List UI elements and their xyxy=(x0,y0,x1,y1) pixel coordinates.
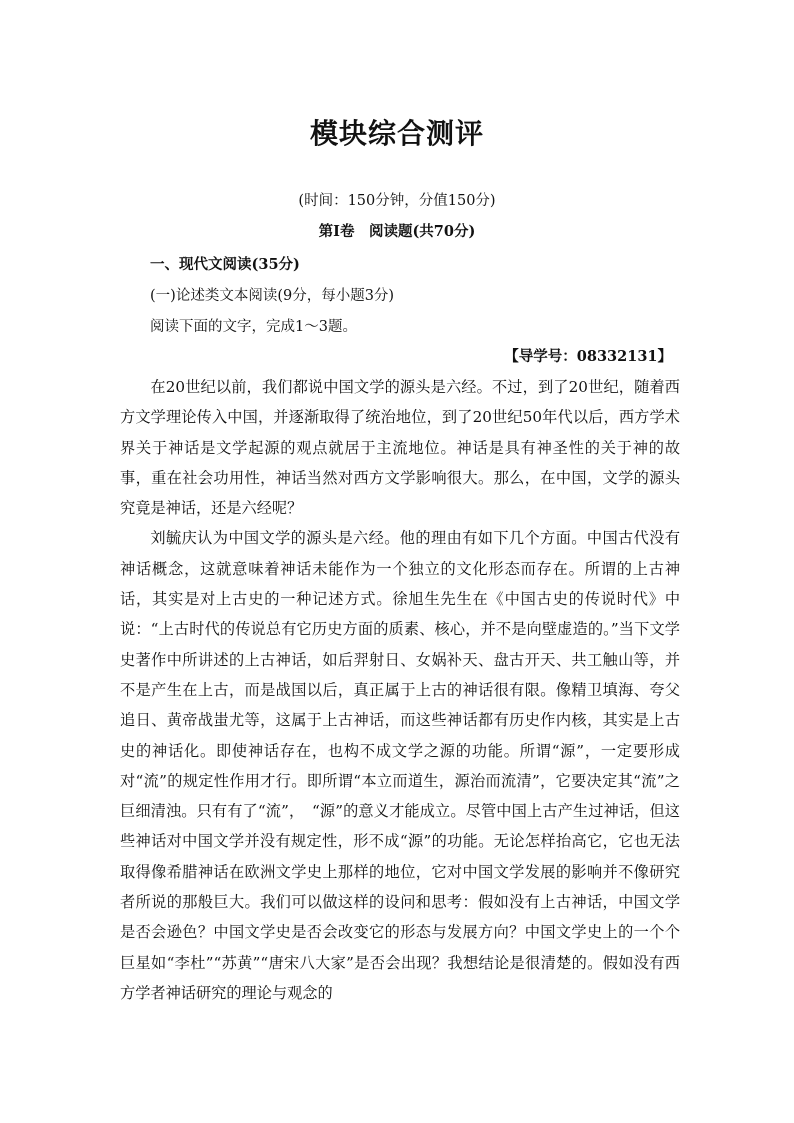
guide-number: 【导学号：08332131】 xyxy=(504,348,672,365)
paragraph: 在20世纪以前，我们都说中国文学的源头是六经。不过，到了20世纪，随着西方文学理论传入中国，并逐渐取得了统治地位，到了20世纪50年代以后，西方学术界关于神话是文学起源的观点就居于主流地位。神话是具有神圣性的关于神的故事，重在社会功用性，神话当然对西方文学影响很大。那么，在中国，文学的源头究竟是神话，还是六经呢？ xyxy=(120,378,680,518)
subpart-heading: (一)论述类文本阅读(9分，每小题3分) xyxy=(150,288,395,304)
section-heading: 第Ⅰ卷 阅读题(共70分) xyxy=(318,223,476,240)
part-heading: 一、现代文阅读(35分) xyxy=(150,256,300,273)
exam-meta: (时间：150分钟，分值150分) xyxy=(298,193,496,209)
paragraph: 刘毓庆认为中国文学的源头是六经。他的理由有如下几个方面。中国古代没有神话概念，这就意味着神话未能作为一个独立的文化形态而存在。所谓的上古神话，其实是对上古史的一种记述方式。徐旭生先生在《中国古史的传说时代》中说：“上古时代的传说总有它历史方面的质素、核心，并不是向壁虚造的。”当下文学史著作中所讲述的上古神话，如后羿射日、女娲补天、盘古开天、共工触山等，并不是产生在上古，而是战国以后，真正属于上古的神话很有限。像精卫填海、夸父追日、黄帝战蚩尤等，这属于上古神话，而这些神话都有历史作内核，其实是上古史的神话化。即使神话存在，也构不成文学之源的功能。所谓“源”，一定要形成对“流”的规定性作用才行。即所谓“本立而道生，源治而流清”，它要决定其“流”之巨细清浊。只有有了“流”， “源”的意义才能成立。尽管中国上古产生过神话，但这些神话对中国文学并没有规定性，形不成“源”的功能。无论怎样抬高它，它也无法取得像希腊神话在欧洲文学史上那样的地位，它对中国文学发展的影响并不像研究者所说的那般巨大。我们可以做这样的设问和思考：假如没有上古神话，中国文学是否会逊色？中国文学史是否会改变它的形态与发展方向？中国文学史上的一个个巨星如“李杜”“苏黄”“唐宋八大家”是否会出现？我想结论是很清楚的。假如没有西方学者神话研究的理论与观念的 xyxy=(120,529,680,1002)
article-body xyxy=(120,372,680,1008)
document-title: 模块综合测评 xyxy=(309,117,484,150)
instruction-text: 阅读下面的文字，完成1～3题。 xyxy=(150,319,357,335)
